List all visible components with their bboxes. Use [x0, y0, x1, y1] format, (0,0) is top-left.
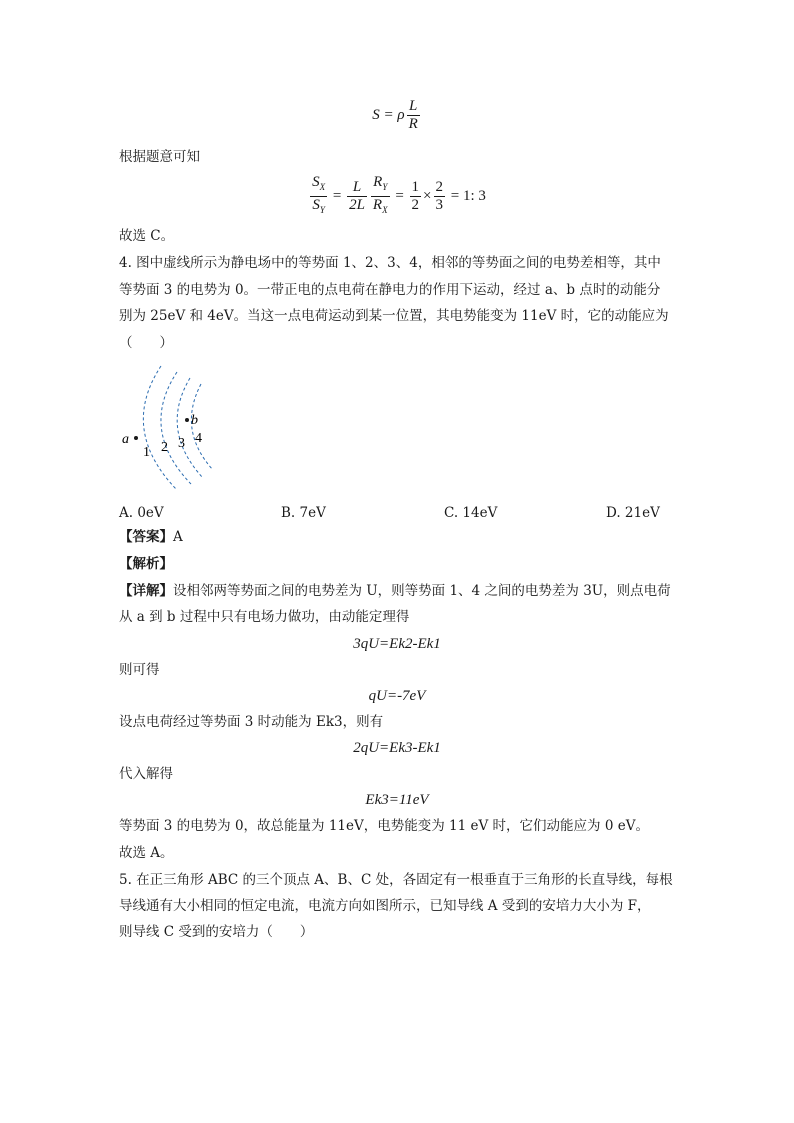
sy-letter: S	[312, 197, 320, 213]
q4-line4: （ ）	[119, 335, 173, 351]
equals-sign: =	[332, 187, 342, 204]
f2-den: 2L	[349, 197, 365, 213]
equation-1: 3qU=Ek2-Ek1	[353, 636, 441, 652]
f4-num: 1	[411, 179, 420, 195]
ratio-result: = 1: 3	[450, 187, 486, 204]
label-1: 1	[143, 445, 150, 460]
equipotential-line-2	[161, 372, 191, 484]
fraction-sx-sy	[310, 174, 327, 219]
rx-letter: R	[372, 197, 383, 213]
fraction-2-3	[434, 179, 446, 214]
option-c: C. 14eV	[444, 505, 498, 521]
analysis-label: 【解析】	[119, 556, 173, 572]
formula-ratio	[0, 174, 794, 219]
sx-letter: S	[312, 174, 320, 190]
substitute-text: 代入解得	[119, 766, 173, 782]
equation-4: Ek3=11eV	[365, 792, 429, 808]
point-a-dot	[134, 436, 138, 440]
f4-den: 2	[411, 197, 420, 213]
fraction-l-over-r	[407, 98, 420, 133]
detail-line2: 从 a 到 b 过程中只有电场力做功，由动能定理得	[119, 609, 410, 625]
fraction-l-2l	[347, 179, 367, 214]
equipotential-line-3	[177, 378, 203, 478]
label-a: a	[122, 432, 129, 447]
then-get-text: 则可得	[119, 662, 160, 678]
equation-3: 2qU=Ek3-Ek1	[353, 740, 441, 756]
conclusion-text: 等势面 3 的电势为 0，故总能量为 11eV，电势能变为 11 eV 时，它们动能应为 0 eV。	[119, 818, 649, 834]
fraction-ry-rx	[371, 174, 390, 219]
option-a: A. 0eV	[119, 505, 164, 521]
detail-label: 【详解】	[119, 583, 173, 599]
q4-line3: 别为 25eV 和 4eV。当这一点电荷运动到某一位置，其电势能变为 11eV 时，它的动能应为	[119, 308, 669, 324]
ry-letter: R	[373, 174, 383, 190]
q5-line1: 5. 在正三角形 ABC 的三个顶点 A、B、C 处，各固定有一根垂直于三角形的长直导线，每根	[119, 872, 673, 888]
equipotential-line-1	[143, 366, 177, 490]
option-d: D. 21eV	[606, 505, 660, 521]
fraction-1-2	[410, 179, 422, 214]
label-3: 3	[178, 436, 185, 451]
option-b: B. 7eV	[281, 505, 326, 521]
equipotential-figure	[119, 358, 229, 500]
f5-num: 2	[435, 179, 444, 195]
rx-sub: X	[382, 205, 388, 215]
label-b: b	[191, 413, 198, 428]
detail-text1: 设相邻两等势面之间的电势差为 U，则等势面 1、4 之间的电势差为 3U，则点电荷	[173, 583, 671, 599]
equation-2: qU=-7eV	[368, 688, 426, 704]
answer-value: A	[173, 529, 183, 545]
f5-den: 3	[435, 197, 444, 213]
label-4: 4	[195, 431, 202, 446]
q5-line3: 则导线 C 受到的安培力（ ）	[119, 924, 314, 940]
ry-sub: Y	[382, 182, 388, 192]
equals-sign-2: =	[395, 187, 404, 204]
f2-num: L	[347, 179, 367, 197]
answer-line	[119, 527, 679, 547]
suppose-text: 设点电荷经过等势面 3 时动能为 Ek3，则有	[119, 714, 384, 730]
frac-num: L	[407, 98, 420, 116]
sy-sub: Y	[319, 205, 325, 215]
choose-c-text: 故选 C。	[119, 228, 175, 244]
point-b-dot	[185, 418, 189, 422]
frac-den: R	[408, 116, 418, 132]
intro-text: 根据题意可知	[119, 149, 200, 165]
q5-line2: 导线通有大小相同的恒定电流，电流方向如图所示，已知导线 A 受到的安培力大小为 F，	[119, 898, 651, 914]
formula-s-rho	[0, 98, 794, 133]
q4-line1: 4. 图中虚线所示为静电场中的等势面 1、2、3、4，相邻的等势面之间的电势差相等，其中	[119, 255, 661, 271]
q4-line2: 等势面 3 的电势为 0。一带正电的点电荷在静电力的作用下运动，经过 a、b 点时的动能分	[119, 282, 661, 298]
answer-label: 【答案】	[119, 529, 173, 545]
times-sign: ×	[423, 187, 432, 204]
formula1-lhs: S = ρ	[372, 106, 405, 123]
label-2: 2	[161, 440, 168, 455]
sx-sub: X	[319, 182, 326, 192]
detail-line1	[119, 581, 679, 601]
choose-a-text: 故选 A。	[119, 845, 174, 861]
